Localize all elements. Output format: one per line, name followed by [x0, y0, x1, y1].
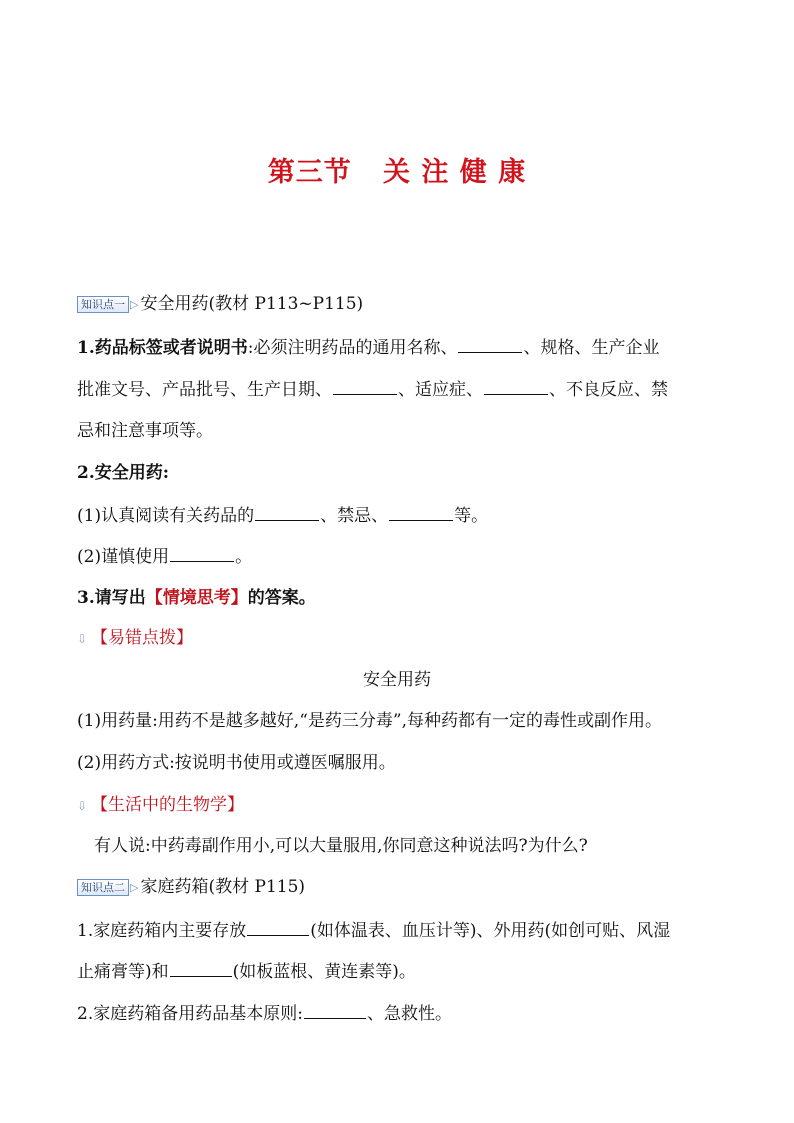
knowledge-point-tag: 知识点一	[77, 296, 129, 313]
answer-blank[interactable]	[170, 960, 232, 977]
bookmark-icon: ⇩	[77, 799, 88, 813]
item1-line1: 1.药品标签或者说明书:必须注明药品的通用名称、 、规格、生产企业	[77, 338, 660, 358]
item1-line3: 忌和注意事项等。	[77, 421, 213, 441]
s2-item1-line2: 止痛膏等)和 (如板蓝根、黄连素等)。	[77, 962, 416, 982]
item3-line: 3.请写出【情境思考】的答案。	[77, 588, 316, 608]
answer-blank[interactable]	[458, 336, 522, 353]
life-heading: 【生活中的生物学】	[91, 795, 244, 815]
life-question: 有人说:中药毒副作用小,可以大量服用,你同意这种说法吗?为什么?	[94, 836, 588, 856]
tip-line2: (2)用药方式:按说明书使用或遵医嘱服用。	[77, 753, 396, 773]
item2-sub1: (1)认真阅读有关药品的 、禁忌、 等。	[77, 506, 489, 526]
tip-header	[77, 627, 193, 650]
answer-blank[interactable]	[389, 504, 453, 521]
tip-center-title: 安全用药	[363, 670, 431, 690]
double-arrow-icon: ▷	[130, 297, 139, 311]
section2-header	[77, 876, 305, 899]
section1-heading: 安全用药(教材 P113~P115)	[140, 294, 364, 314]
answer-blank[interactable]	[333, 378, 397, 395]
double-arrow-icon: ▷	[130, 880, 139, 894]
answer-blank[interactable]	[247, 919, 309, 936]
tip-line1: (1)用药量:用药不是越多越好,“是药三分毒”,每种药都有一定的毒性或副作用。	[77, 711, 662, 731]
section2-heading: 家庭药箱(教材 P115)	[140, 877, 306, 897]
bookmark-icon: ⇩	[77, 632, 88, 646]
section1-header	[77, 293, 363, 316]
answer-blank[interactable]	[304, 1002, 366, 1019]
answer-blank[interactable]	[170, 545, 234, 562]
page-title: 第三节 关 注 健 康	[267, 157, 527, 188]
item2-sub2: (2)谨慎使用 。	[77, 547, 253, 567]
s2-item1-line1: 1.家庭药箱内主要存放 (如体温表、血压计等)、外用药(如创可贴、风湿	[77, 921, 671, 941]
answer-blank[interactable]	[484, 378, 548, 395]
tip-heading: 【易错点拨】	[91, 628, 193, 648]
s2-item2-line: 2.家庭药箱备用药品基本原则: 、急救性。	[77, 1004, 452, 1024]
answer-blank[interactable]	[255, 504, 319, 521]
life-header	[77, 794, 244, 817]
knowledge-point-tag: 知识点二	[77, 879, 129, 896]
item2-label: 2.安全用药:	[77, 463, 170, 483]
item1-line2: 批准文号、产品批号、生产日期、 、适应症、 、不良反应、禁	[77, 380, 668, 400]
